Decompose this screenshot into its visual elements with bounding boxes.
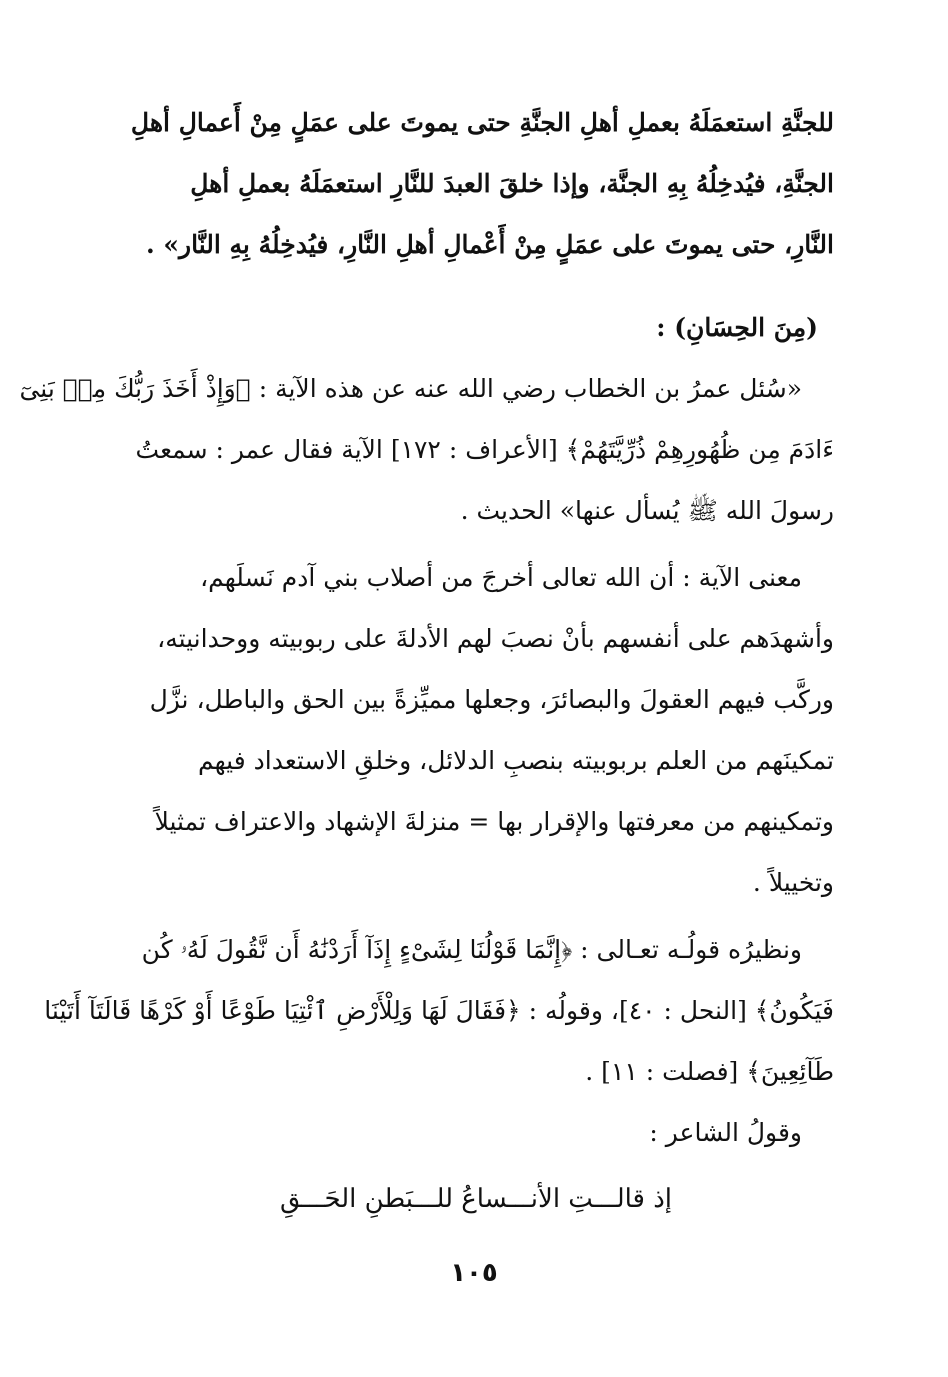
paragraph-analogy bbox=[44, 919, 834, 1102]
text-line: وتخييلاً . bbox=[752, 868, 834, 897]
text-line: تمكينَهم من العلم بربوبيته بنصبِ الدلائل، وخلقِ الاستعداد فيهم bbox=[198, 746, 834, 775]
text-line: وركَّب فيهم العقولَ والبصائرَ، وجعلها مميِّزةً بين الحق والباطل، نزَّل bbox=[149, 685, 834, 714]
paragraph-umar-question bbox=[19, 358, 834, 541]
text-line: ءَادَمَ مِن ظُهُورِهِمْ ذُرِّيَّتَهُمْ﴾ [الأعراف : ١٧٢] الآية فقال عمر : سمعتُ bbox=[135, 435, 834, 464]
text-line: معنى الآية : أن الله تعالى أخرجَ من أصلاب بني آدم نَسلَهم، bbox=[200, 563, 802, 592]
text-line: وأشهدَهم على أنفسهم بأنْ نصبَ لهم الأدلةَ على ربوبيته ووحدانيته، bbox=[157, 624, 834, 653]
page-number: ١٠٥ bbox=[450, 1258, 498, 1288]
verse-line: إذ قالـــتِ الأنـــساعُ للـــبَطنِ الحَـــقِ bbox=[279, 1184, 673, 1214]
text-line: النَّارِ، حتى يموتَ على عمَلٍ مِنْ أَعْمالِ أهلِ النَّارِ، فيُدخِلُهُ بِهِ النَّار» . bbox=[145, 230, 834, 259]
section-heading: (مِنَ الحِسَانِ) : bbox=[656, 313, 818, 342]
text-line: «سُئل عمرُ بن الخطاب رضي الله عنه عن هذه الآية : ﴿وَإِذْ أَخَذَ رَبُّكَ مِنۢ بَنِىٓ bbox=[19, 374, 802, 403]
text-line: رسولَ الله ﷺ يُسأل عنها» الحديث . bbox=[460, 496, 834, 525]
text-line: الجنَّةِ، فيُدخِلُهُ بِهِ الجنَّة، وإذا خلقَ العبدَ للنَّارِ استعمَلَهُ بعملِ أهلِ bbox=[190, 169, 834, 198]
text-line: وتمكينهم من معرفتها والإقرار بها = منزلةَ الإشهاد والاعتراف تمثيلاً bbox=[154, 807, 834, 836]
poet-intro: وقولُ الشاعر : bbox=[649, 1118, 802, 1147]
text-line: ونظيرُه قولُـه تعـالى : ﴿إِنَّمَا قَوْلُنَا لِشَىْءٍ إِذَآ أَرَدْنَٰهُ أَن نَّقُولَ لَهُۥ كُن bbox=[141, 935, 802, 964]
text-line: طَآئِعِينَ﴾ [فصلت : ١١] . bbox=[585, 1057, 834, 1086]
text-line: فَيَكُونُ﴾ [النحل : ٤٠]، وقولُه : ﴿فَقَالَ لَهَا وَلِلْأَرْضِ ٱئْتِيَا طَوْعًا أَوْ كَرْهًا قَالَتَآ أَتَيْنَا bbox=[44, 996, 834, 1025]
paragraph-verse-meaning bbox=[118, 547, 834, 913]
poetry-verse bbox=[118, 1169, 834, 1230]
text-line: للجنَّةِ استعمَلَهُ بعملِ أهلِ الجنَّةِ حتى يموتَ على عمَلٍ مِنْ أَعمالِ أهلِ bbox=[130, 108, 834, 137]
paragraph-hadith-end bbox=[118, 92, 834, 275]
page-body bbox=[19, 92, 834, 1230]
